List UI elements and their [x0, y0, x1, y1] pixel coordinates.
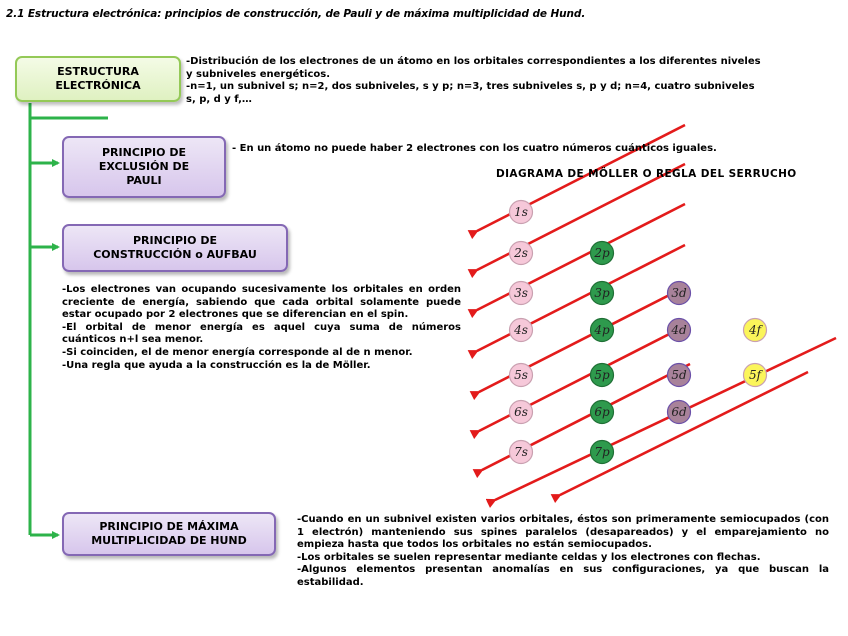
orbital-label: 6d: [671, 405, 687, 419]
orbital-6s: [510, 401, 533, 424]
orbital-label: 7s: [514, 445, 528, 459]
pauli-box-line2: EXCLUSIÓN DE: [98, 160, 190, 173]
orbital-circles: [510, 201, 767, 464]
moller-arrow: [477, 204, 685, 310]
pauli-box-line1: PRINCIPIO DE: [102, 146, 186, 159]
hund-desc-item: -Cuando en un subnivel existen varios orbitales, éstos son primeramente semiocupados (con 1 electrón) manteniendo sus spines paralelos (desapareados) y el emparejamiento no empieza hasta que todos los orbitales no están semiocupados.: [297, 514, 829, 551]
moller-arrow: [477, 245, 685, 351]
aufbau-desc-item: -El orbital de menor energía es aquel cuya suma de números cuánticos n+l sea menor.: [62, 321, 461, 346]
orbital-label: 6s: [514, 405, 528, 419]
structure-box-line2: ELECTRÓNICA: [55, 79, 141, 92]
orbital-label: 5f: [748, 368, 762, 382]
moller-arrow: [560, 372, 808, 495]
orbital-label: 3p: [594, 286, 610, 300]
moller-arrows: [477, 125, 836, 500]
orbital-1s: [510, 201, 533, 224]
orbital-6d: [668, 401, 691, 424]
orbital-label: 6p: [594, 405, 610, 419]
orbital-label: 3s: [514, 286, 528, 300]
structure-desc-line: s, p, d y f,…: [186, 93, 252, 105]
aufbau-desc-item: -Si coinciden, el de menor energía corresponde al de n menor.: [62, 346, 413, 358]
orbital-3s: [510, 282, 533, 305]
orbital-label: 4d: [671, 323, 687, 337]
orbital-label: 7p: [594, 445, 610, 459]
pauli-box: [62, 136, 226, 198]
orbital-label: 4p: [594, 323, 610, 337]
hund-box-line1: PRINCIPIO DE MÁXIMA: [99, 520, 239, 533]
orbital-5p: [591, 364, 614, 387]
hund-box: [62, 512, 276, 556]
orbital-label: 5s: [514, 368, 528, 382]
structure-box-line1: ESTRUCTURA: [57, 65, 139, 78]
structure-desc-line: -n=1, un subnivel s; n=2, dos subniveles, s y p; n=3, tres subniveles s, p y d; n=4, cuatro subniveles: [186, 81, 755, 93]
structure-desc-line: y subniveles energéticos.: [186, 68, 331, 80]
aufbau-box: [62, 224, 288, 272]
orbital-2p: [591, 242, 614, 265]
orbital-label: 5d: [671, 368, 687, 382]
aufbau-description: [62, 284, 461, 372]
orbital-4s: [510, 319, 533, 342]
orbital-label: 2s: [514, 246, 528, 260]
orbital-7s: [510, 441, 533, 464]
page-title: 2.1 Estructura electrónica: principios de construcción, de Pauli y de máxima multiplicidad de Hund.: [6, 8, 586, 20]
orbital-label: 3d: [671, 286, 687, 300]
orbital-5f: [744, 364, 767, 387]
aufbau-box-line2: CONSTRUCCIÓN o AUFBAU: [93, 248, 257, 261]
orbital-label: 5p: [594, 368, 610, 382]
aufbau-desc-item: -Los electrones van ocupando sucesivamente los orbitales en orden creciente de energía, sabiendo que cada orbital solamente puede estar ocupado por 2 electrones que se diferencian en el spin.: [62, 284, 461, 321]
orbital-6p: [591, 401, 614, 424]
moller-diagram-title: DIAGRAMA DE MÖLLER O REGLA DEL SERRUCHO: [496, 168, 797, 180]
pauli-description: - En un átomo no puede haber 2 electrones con los cuatro números cuánticos iguales.: [232, 143, 717, 154]
orbital-label: 4s: [514, 323, 528, 337]
orbital-4d: [668, 319, 691, 342]
moller-arrow: [495, 338, 836, 500]
orbital-4f: [744, 319, 767, 342]
structure-desc-line: -Distribución de los electrones de un átomo en los orbitales correspondientes a los diferentes niveles: [186, 56, 761, 67]
hund-box-line2: MULTIPLICIDAD DE HUND: [91, 534, 247, 547]
orbital-label: 1s: [514, 205, 528, 219]
hund-desc-item: -Algunos elementos presentan anomalías en sus configuraciones, ya que buscan la estabilidad.: [297, 564, 829, 588]
hund-desc-item: -Los orbitales se suelen representar mediante celdas y los electrones con flechas.: [297, 551, 761, 563]
aufbau-box-line1: PRINCIPIO DE: [133, 234, 217, 247]
orbital-5s: [510, 364, 533, 387]
pauli-box-line3: PAULI: [126, 174, 162, 187]
orbital-4p: [591, 319, 614, 342]
orbital-7p: [591, 441, 614, 464]
aufbau-desc-item: -Una regla que ayuda a la construcción es la de Möller.: [62, 359, 371, 371]
hund-description: [297, 514, 829, 590]
orbital-label: 2p: [594, 246, 610, 260]
structure-description: [186, 56, 846, 106]
orbital-5d: [668, 364, 691, 387]
orbital-2s: [510, 242, 533, 265]
orbital-3p: [591, 282, 614, 305]
orbital-3d: [668, 282, 691, 305]
orbital-label: 4f: [748, 323, 762, 337]
structure-box: [15, 56, 181, 102]
